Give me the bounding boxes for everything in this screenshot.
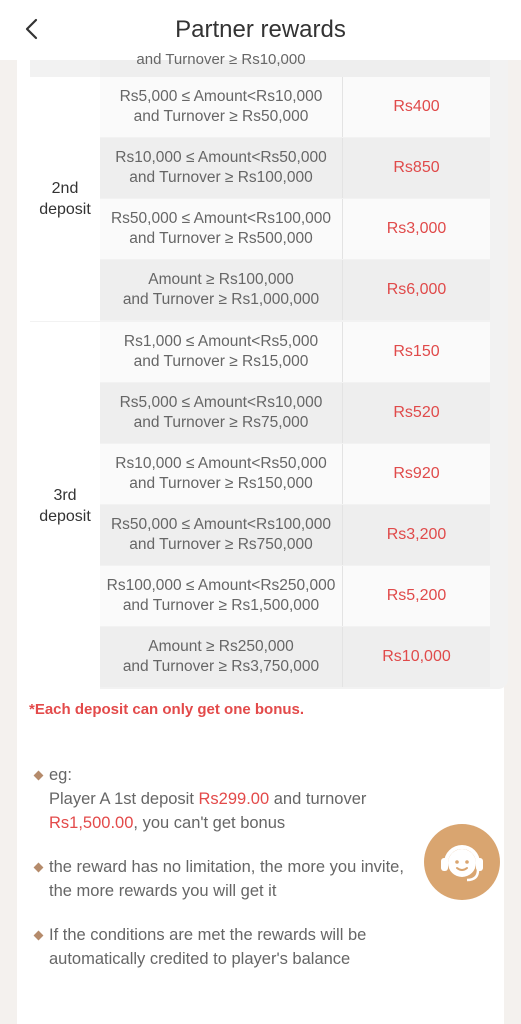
group-label-2nd-deposit xyxy=(30,77,100,321)
customer-service-icon xyxy=(434,834,490,890)
table-row xyxy=(100,322,490,382)
condition-cell: Rs1,000 ≤ Amount<Rs5,000 and Turnover ≥ Rs15,000 xyxy=(100,322,343,382)
reward-cell: Rs920 xyxy=(393,465,440,482)
page-title: Partner rewards xyxy=(175,16,346,43)
rule-example xyxy=(49,763,429,835)
example-middle: and turnover xyxy=(269,790,367,808)
reward-cell: Rs3,000 xyxy=(386,220,447,237)
condition-cell: Rs50,000 ≤ Amount<Rs100,000 and Turnover ≥ Rs500,000 xyxy=(100,199,343,259)
table-row xyxy=(100,138,490,198)
rule-item xyxy=(49,923,429,971)
reward-cell: Rs5,200 xyxy=(386,587,447,604)
reward-cell: Rs150 xyxy=(393,343,440,360)
partial-condition: and Turnover ≥ Rs10,000 xyxy=(136,51,306,68)
diamond-bullet-icon xyxy=(34,931,44,941)
reward-cell: Rs6,000 xyxy=(386,281,447,298)
table-row xyxy=(100,77,490,137)
bonus-note: *Each deposit can only get one bonus. xyxy=(29,701,305,718)
reward-cell: Rs850 xyxy=(393,159,440,176)
rule-text: If the conditions are met the rewards will be automatically credited to player's balance xyxy=(49,926,367,968)
chevron-left-icon xyxy=(24,18,38,40)
reward-cell: Rs400 xyxy=(393,98,440,115)
condition-cell: Rs10,000 ≤ Amount<Rs50,000 and Turnover ≥ Rs150,000 xyxy=(100,444,343,504)
diamond-bullet-icon xyxy=(34,771,44,781)
condition-cell: Rs100,000 ≤ Amount<Rs250,000 and Turnover ≥ Rs1,500,000 xyxy=(100,566,343,626)
table-row xyxy=(100,444,490,504)
condition-cell: Amount ≥ Rs100,000 and Turnover ≥ Rs1,000,000 xyxy=(100,260,343,320)
group-label-text: 2nd deposit xyxy=(39,180,91,218)
reward-cell: Rs3,200 xyxy=(386,526,447,543)
diamond-bullet-icon xyxy=(34,863,44,873)
table-row xyxy=(100,199,490,259)
example-prefix: Player A 1st deposit xyxy=(49,790,199,808)
table-row xyxy=(100,505,490,565)
reward-table xyxy=(30,51,508,689)
example-label: eg: xyxy=(49,766,72,784)
table-row xyxy=(100,627,490,687)
rule-text: the reward has no limitation, the more you invite, the more rewards you will get it xyxy=(49,858,404,900)
example-amount: Rs299.00 xyxy=(198,790,270,808)
table-row-partial xyxy=(100,51,490,77)
reward-cell: Rs520 xyxy=(393,404,440,421)
customer-service-button[interactable] xyxy=(424,824,500,900)
table-row xyxy=(100,260,490,320)
back-button[interactable] xyxy=(14,12,48,46)
reward-cell: Rs10,000 xyxy=(382,648,451,665)
example-turnover: Rs1,500.00 xyxy=(49,814,134,832)
group-label-text: 3rd deposit xyxy=(39,486,91,525)
condition-cell: Rs50,000 ≤ Amount<Rs100,000 and Turnover ≥ Rs750,000 xyxy=(100,505,343,565)
example-suffix: , you can't get bonus xyxy=(133,814,286,832)
condition-cell: Amount ≥ Rs250,000 and Turnover ≥ Rs3,750,000 xyxy=(100,627,343,687)
rule-item xyxy=(49,855,404,903)
condition-cell: Rs5,000 ≤ Amount<Rs10,000 and Turnover ≥ Rs50,000 xyxy=(100,77,343,137)
table-row xyxy=(100,566,490,626)
table-row xyxy=(100,383,490,443)
condition-cell: Rs5,000 ≤ Amount<Rs10,000 and Turnover ≥ Rs75,000 xyxy=(100,383,343,443)
group-label-3rd-deposit xyxy=(30,322,100,689)
condition-cell: Rs10,000 ≤ Amount<Rs50,000 and Turnover ≥ Rs100,000 xyxy=(100,138,343,198)
